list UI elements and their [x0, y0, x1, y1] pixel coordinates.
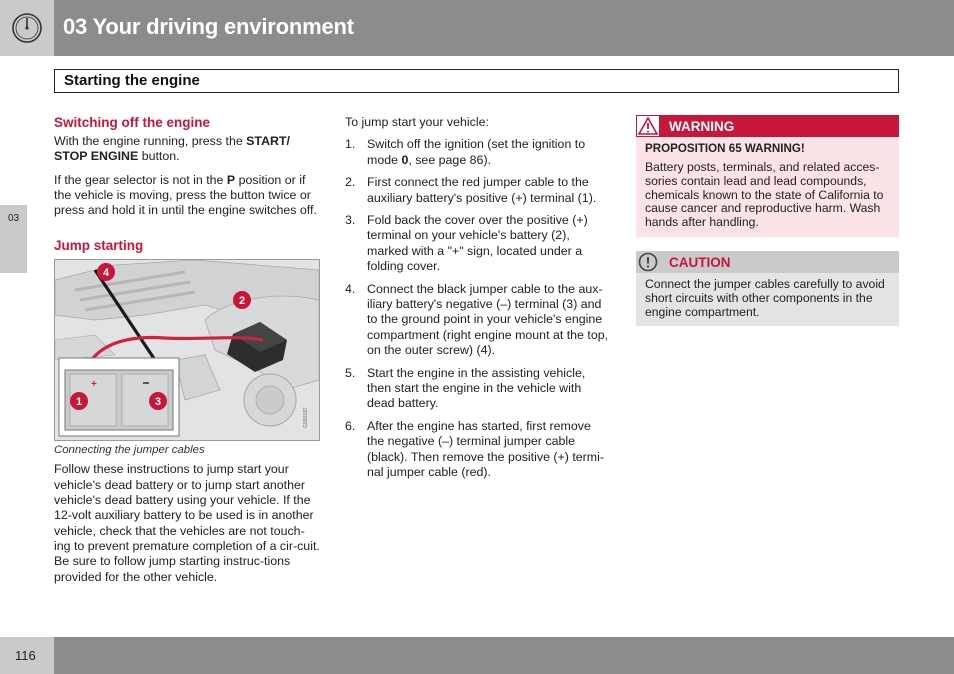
jumper-cables-illustration [54, 259, 320, 441]
chapter-title: 03 Your driving environment [63, 14, 354, 39]
page-footer [0, 637, 954, 674]
chapter-header [0, 0, 954, 56]
list-item: 3. Fold back the cover over the positive (+) terminal on your vehicle's battery (2), marked with a "+" sign, located under a folding cover. [345, 212, 588, 274]
caution-body [636, 273, 899, 326]
list-item: 6. After the engine has started, first remove the negative (–) terminal jumper cable (black). Then remove the positive (+) termi-nal jumper cable (red). [345, 418, 604, 480]
warning-title: PROPOSITION 65 WARNING! [645, 142, 805, 155]
figure-caption: Connecting the jumper cables [54, 444, 205, 457]
caution-header [636, 251, 899, 273]
jump-start-steps [345, 137, 611, 480]
side-tab-label: 03 [8, 213, 20, 224]
page-number: 116 [15, 648, 36, 663]
warning-label: WARNING [669, 119, 735, 134]
callout-2: 2 [238, 295, 246, 308]
engine-compartment-illustration [55, 260, 319, 440]
list-item: 2. First connect the red jumper cable to the auxiliary battery's positive (+) terminal (1). [345, 175, 597, 205]
callout-3: 3 [154, 396, 162, 409]
figure-code: G030197 [303, 407, 309, 429]
callout-1: 1 [75, 396, 83, 409]
chapter-side-tab[interactable] [0, 205, 27, 273]
list-item: 4. Connect the black jumper cable to the aux-iliary battery's negative (–) terminal (3) and to the ground point in your vehicle's engine compartment (right engine mount at the top, on the outer screw) (4). [345, 281, 609, 358]
column-middle [345, 115, 611, 487]
jump-starting-heading: Jump starting [54, 238, 144, 254]
switch-off-heading: Switching off the engine [54, 115, 210, 130]
svg-text:+: + [91, 379, 97, 391]
list-item: 5. Start the engine in the assisting vehicle, then start the engine in the vehicle with dead battery. [345, 365, 586, 411]
warning-text: Battery posts, terminals, and related acces-sories contain lead and lead compounds, chemicals known to the state of California to cause cancer and reproductive harm. Wash hands after handling. [645, 160, 884, 230]
section-title-bar [54, 69, 899, 93]
switch-off-paragraph-2: If the gear selector is not in the P position or if the vehicle is moving, press the button twice or press and hold it in until the engine switches off. [54, 172, 317, 218]
column-right [636, 115, 899, 326]
callout-4: 4 [102, 267, 110, 280]
caution-exclamation-icon [636, 251, 660, 273]
jump-starting-paragraph: Follow these instructions to jump start your vehicle's dead battery or to jump start another vehicle's dead battery using your vehicle. If the 12-volt auxiliary battery to be used is in another vehicle, check that the vehicles are not touch-ing to prevent premature completion of a cir-cuit. Be sure to follow jump starting instruc-tions provided for the other vehicle. [54, 462, 320, 584]
header-icon-box [0, 0, 54, 56]
caution-text: Connect the jumper cables carefully to avoid short circuits with other components in the engine compartment. [645, 276, 885, 319]
column-left [54, 115, 320, 585]
switch-off-paragraph-1: With the engine running, press the START/ STOP ENGINE button. [54, 134, 290, 164]
list-item: 1. Switch off the ignition (set the ignition to mode 0, see page 86). [345, 137, 586, 167]
jump-start-intro: To jump start your vehicle: [345, 115, 489, 129]
caution-label: CAUTION [669, 254, 731, 270]
speedometer-icon [11, 11, 43, 45]
warning-triangle-icon [636, 115, 660, 137]
section-title: Starting the engine [64, 72, 200, 89]
warning-body [636, 137, 899, 237]
warning-header [636, 115, 899, 137]
page-number-box [0, 637, 54, 674]
